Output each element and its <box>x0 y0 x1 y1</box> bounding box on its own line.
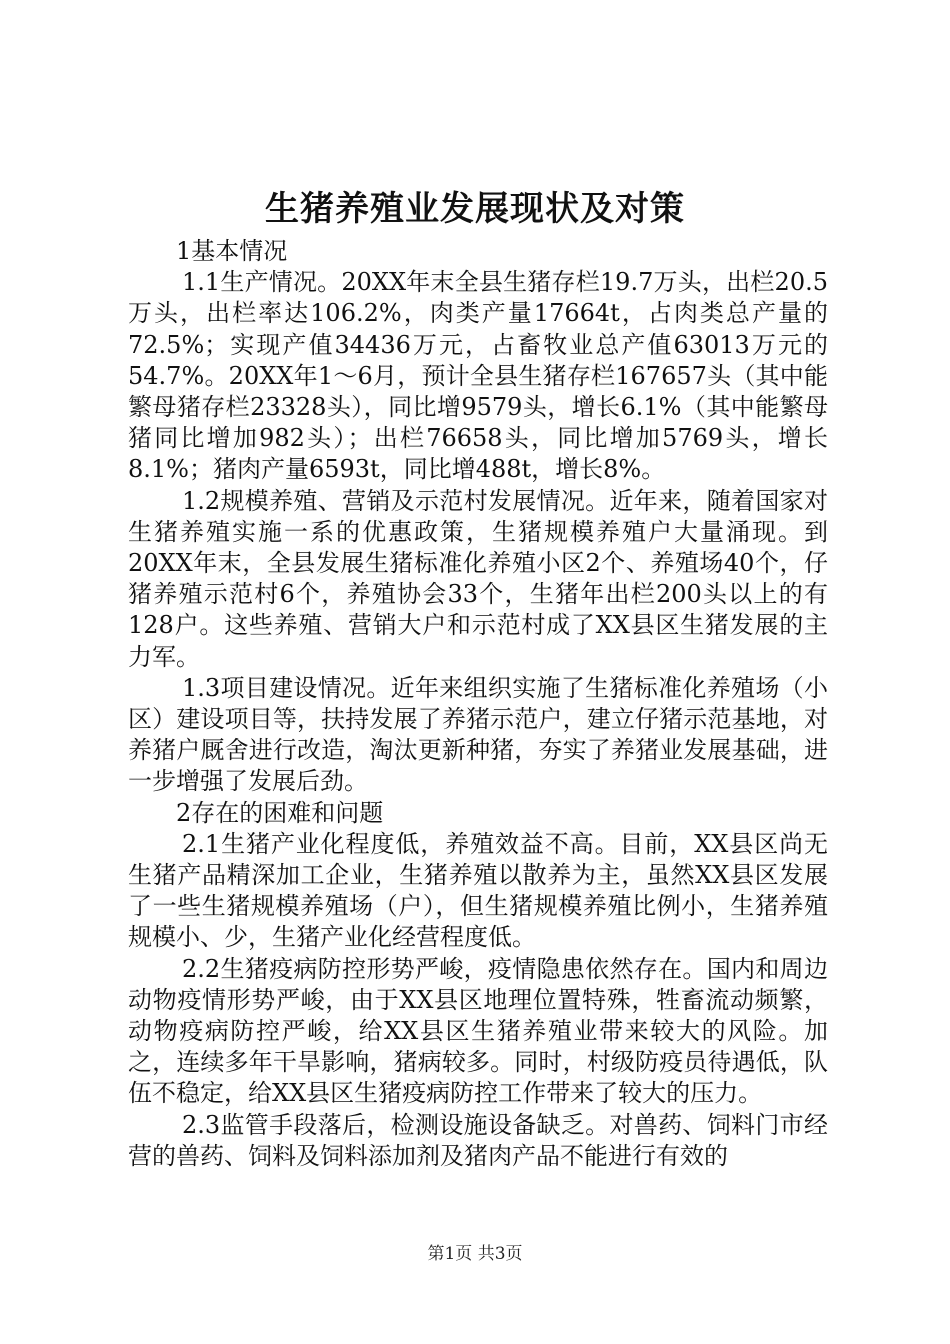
section-heading: 2存在的困难和问题 <box>176 798 384 827</box>
paragraph-industrialization: 2.1生猪产业化程度低，养殖效益不高。目前，XX县区尚无生猪产品精深加工企业，生猪养殖以散养为主，虽然XX县区发展了一些生猪规模养殖场（户），但生猪规模养殖比例小，生猪养殖规模小、少，生猪产业化经营程度低。 <box>128 829 828 952</box>
paragraph-projects: 1.3项目建设情况。近年来组织实施了生猪标准化养殖场（小区）建设项目等，扶持发展了养猪示范户，建立仔猪示范基地，对养猪户厩舍进行改造，淘汰更新种猪，夯实了养猪业发展基础，进一步增强了发展后劲。 <box>128 673 828 796</box>
section-basic-situation <box>128 236 828 798</box>
document-title: 生猪养殖业发展现状及对策 <box>265 189 685 229</box>
paragraph-production: 1.1生产情况。20XX年末全县生猪存栏19.7万头，出栏20.5万头，出栏率达106.2%，肉类产量17664t，占肉类总产量的72.5%；实现产值34436万元，占畜牧业总产值63013万元的54.7%。20XX年1～6月，预计全县生猪存栏167657头（其中能繁母猪存栏23328头），同比增9579头，增长6.1%（其中能繁母猪同比增加982头）；出栏76658头，同比增加5769头，增长8.1%；猪肉产量6593t，同比增488t，增长8%。 <box>128 268 828 484</box>
paragraph-scale-farming: 1.2规模养殖、营销及示范村发展情况。近年来，随着国家对生猪养殖实施一系的优惠政策，生猪规模养殖户大量涌现。到20XX年末，全县发展生猪标准化养殖小区2个、养殖场40个，仔猪养殖示范村6个，养殖协会33个，生猪年出栏200头以上的有128户。这些养殖、营销大户和示范村成了XX县区生猪发展的主力军。 <box>128 486 828 671</box>
paragraph-supervision: 2.3监管手段落后，检测设施设备缺乏。对兽药、饲料门市经营的兽药、饲料及饲料添加剂及猪肉产品不能进行有效的 <box>128 1110 828 1170</box>
paragraph-disease-control: 2.2生猪疫病防控形势严峻，疫情隐患依然存在。国内和周边动物疫情形势严峻，由于XX县区地理位置特殊，牲畜流动频繁，动物疫病防控严峻，给XX县区生猪养殖业带来较大的风险。加之，连续多年干旱影响，猪病较多。同时，村级防疫员待遇低，队伍不稳定，给XX县区生猪疫病防控工作带来了较大的压力。 <box>128 954 828 1108</box>
page-footer: 第1页 共3页 <box>427 1244 523 1264</box>
document-body <box>128 236 828 1172</box>
section-problems <box>128 798 828 1172</box>
section-heading: 1基本情况 <box>176 237 288 265</box>
